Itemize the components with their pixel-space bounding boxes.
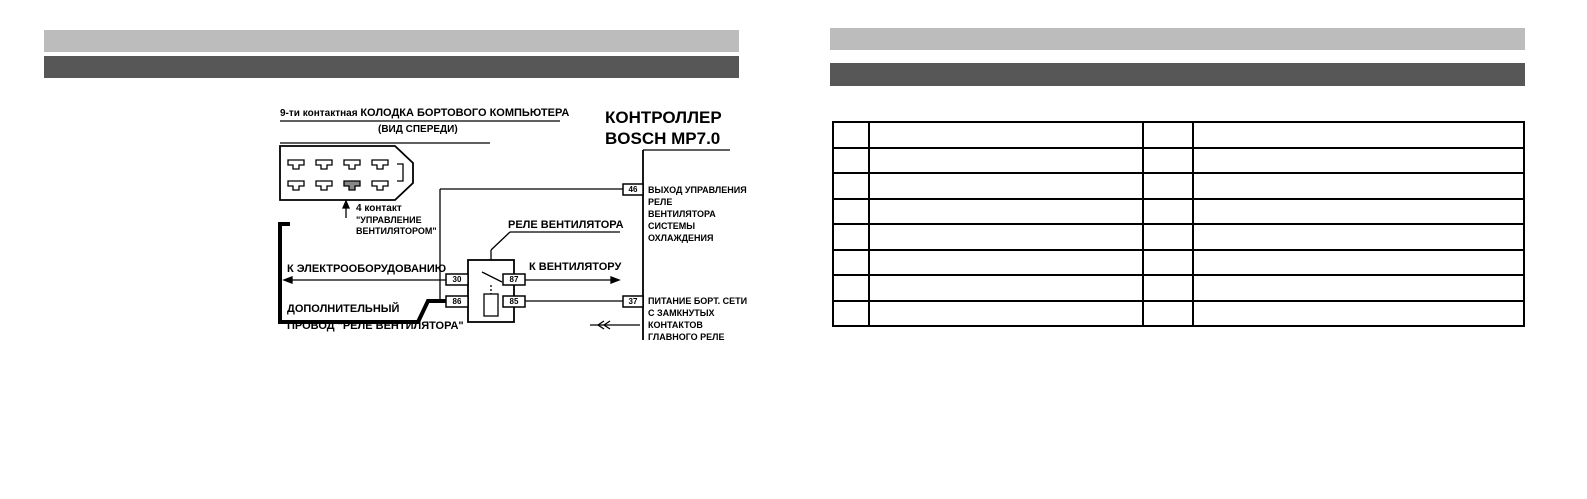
table-cell bbox=[869, 173, 1143, 199]
table-row bbox=[833, 122, 1524, 148]
pin46-desc-3: ВЕНТИЛЯТОРА bbox=[648, 209, 716, 219]
table-cell bbox=[1193, 275, 1524, 301]
table-cell bbox=[869, 301, 1143, 327]
table-cell bbox=[1143, 224, 1193, 250]
table-cell bbox=[833, 301, 869, 327]
table-cell bbox=[1143, 250, 1193, 276]
pin-86-number: 86 bbox=[452, 297, 462, 306]
relay-label: РЕЛЕ ВЕНТИЛЯТОРА bbox=[508, 219, 624, 231]
table-cell bbox=[833, 148, 869, 174]
left-header-dark-bar bbox=[44, 56, 739, 78]
contact-line3: ВЕНТИЛЯТОРОМ" bbox=[356, 226, 437, 236]
to-fan-label: К ВЕНТИЛЯТОРУ bbox=[529, 261, 622, 273]
pin-87-number: 87 bbox=[509, 275, 519, 284]
empty-table bbox=[832, 121, 1525, 327]
to-electrical-label: К ЭЛЕКТРООБОРУДОВАНИЮ bbox=[287, 263, 447, 275]
connector-housing bbox=[280, 146, 413, 200]
connector-subtitle: (ВИД СПЕРЕДИ) bbox=[378, 124, 458, 135]
table-cell bbox=[833, 173, 869, 199]
table-cell bbox=[833, 275, 869, 301]
pin-30-number: 30 bbox=[452, 275, 462, 284]
table-row bbox=[833, 250, 1524, 276]
table-row bbox=[833, 173, 1524, 199]
right-header-light-bar bbox=[830, 28, 1525, 50]
table-cell bbox=[1193, 173, 1524, 199]
table-cell bbox=[1143, 122, 1193, 148]
pin46-desc-1: ВЫХОД УПРАВЛЕНИЯ bbox=[648, 185, 747, 195]
table-cell bbox=[1143, 148, 1193, 174]
right-header-dark-bar bbox=[830, 63, 1525, 86]
table-cell bbox=[869, 250, 1143, 276]
table-cell bbox=[1143, 199, 1193, 225]
contact-line1: 4 контакт bbox=[356, 203, 402, 214]
table-cell bbox=[1193, 122, 1524, 148]
pin46-desc-5: ОХЛАЖДЕНИЯ bbox=[648, 233, 714, 243]
pin-37-number: 37 bbox=[628, 297, 638, 306]
connector-cavities bbox=[288, 160, 388, 190]
pin37-desc-3: КОНТАКТОВ bbox=[648, 320, 703, 330]
table-cell bbox=[1193, 148, 1524, 174]
extra-wire-line1: ДОПОЛНИТЕЛЬНЫЙ bbox=[287, 303, 400, 315]
pin37-desc-2: С ЗАМКНУТЫХ bbox=[648, 308, 715, 318]
relay-leader bbox=[491, 232, 510, 250]
table-cell bbox=[833, 224, 869, 250]
table-cell bbox=[833, 250, 869, 276]
empty-table-body bbox=[833, 122, 1524, 326]
connector-latch bbox=[397, 164, 403, 181]
table-row bbox=[833, 301, 1524, 327]
pin46-desc-2: РЕЛЕ bbox=[648, 197, 673, 207]
pin37-desc-1: ПИТАНИЕ БОРТ. СЕТИ bbox=[648, 296, 748, 306]
relay-coil bbox=[484, 294, 498, 316]
table-cell bbox=[1143, 275, 1193, 301]
wiring-diagram bbox=[270, 100, 748, 350]
table-cell bbox=[869, 199, 1143, 225]
left-header-light-bar bbox=[44, 30, 739, 52]
controller-line2: BOSCH MP7.0 bbox=[605, 129, 721, 148]
to-electrical-arrow bbox=[284, 277, 292, 283]
pin37-desc-4: ГЛАВНОГО РЕЛЕ bbox=[648, 332, 725, 342]
pin-46-number: 46 bbox=[628, 185, 638, 194]
contact-arrow-head bbox=[343, 201, 349, 208]
table-row bbox=[833, 148, 1524, 174]
table-cell bbox=[869, 224, 1143, 250]
table-cell bbox=[833, 199, 869, 225]
table-row bbox=[833, 224, 1524, 250]
table-row bbox=[833, 275, 1524, 301]
table-cell bbox=[1193, 301, 1524, 327]
to-fan-arrow bbox=[611, 277, 619, 283]
table-cell bbox=[869, 122, 1143, 148]
pin46-desc-4: СИСТЕМЫ bbox=[648, 221, 696, 231]
controller-line1: КОНТРОЛЛЕР bbox=[605, 108, 722, 127]
table-cell bbox=[1193, 224, 1524, 250]
connector-title bbox=[280, 108, 569, 119]
table-cell bbox=[1193, 250, 1524, 276]
table-cell bbox=[1143, 173, 1193, 199]
table-cell bbox=[869, 148, 1143, 174]
table-cell bbox=[1193, 199, 1524, 225]
table-cell bbox=[833, 122, 869, 148]
connector-title-prefix: 9-ти контактная bbox=[280, 108, 358, 119]
table-row bbox=[833, 199, 1524, 225]
table-cell bbox=[1143, 301, 1193, 327]
relay-switch bbox=[482, 272, 502, 282]
table-cell bbox=[869, 275, 1143, 301]
connector-title-main: КОЛОДКА БОРТОВОГО КОМПЬЮТЕРА bbox=[360, 107, 570, 119]
extra-wire-line2: ПРОВОД "РЕЛЕ ВЕНТИЛЯТОРА" bbox=[287, 320, 464, 332]
contact-line2: "УПРАВЛЕНИЕ bbox=[356, 215, 422, 225]
pin-85-number: 85 bbox=[509, 297, 519, 306]
